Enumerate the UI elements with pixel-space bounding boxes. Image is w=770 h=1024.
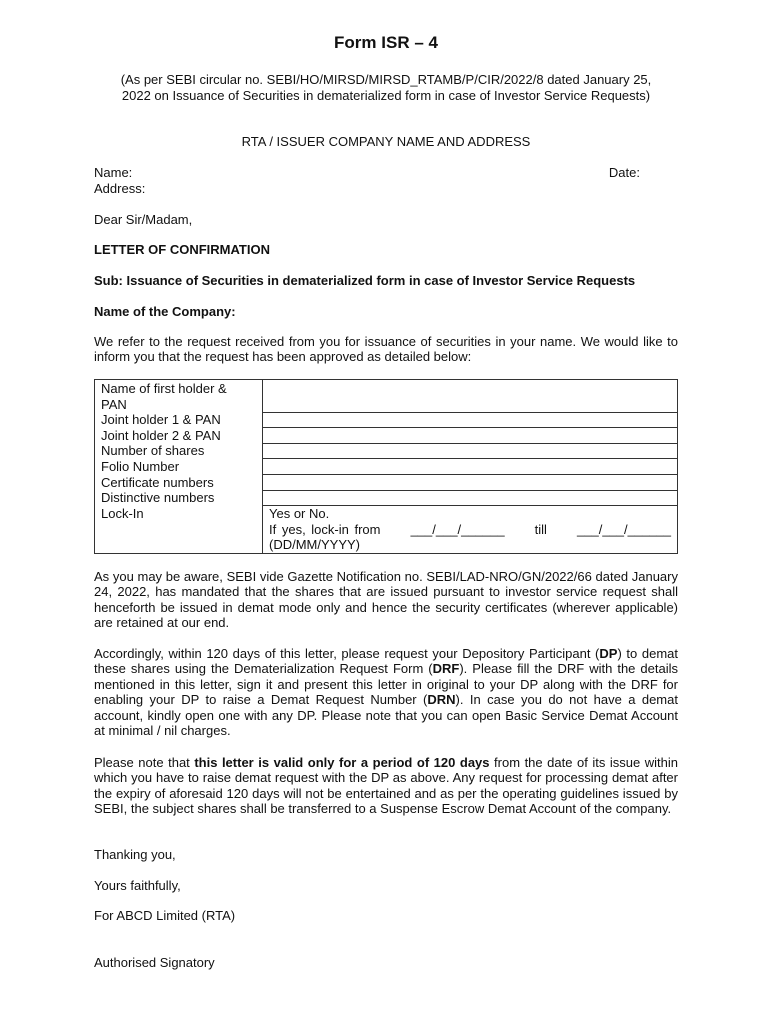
validity-text-2: from the date of its issue within which you have to raise demat request with the DP as above. Any request for processing demat after the expiry of aforesaid 120 days will not be entertained and as per the operating guidelines issued by SEBI, the subject shares shall be transferred to a Suspense Escrow Demat Account of the company. xyxy=(94,755,678,817)
demat-text-2: ) to demat these shares using the Dematerialization Request Form ( xyxy=(94,646,678,677)
drn-abbrev: DRN xyxy=(427,692,456,708)
validity-text-1: Please note that xyxy=(94,755,195,770)
table-row xyxy=(95,443,678,459)
table-value xyxy=(263,428,678,444)
subtitle-line-2: 2022 on Issuance of Securities in dematerialized form in case of Investor Service Requests) xyxy=(121,88,651,103)
table-value xyxy=(263,490,678,506)
name-label: Name: xyxy=(94,165,133,180)
address-label: Address: xyxy=(94,181,146,196)
lockin-from-date[interactable]: ___/___/______ xyxy=(410,521,505,537)
demat-text-3: ). Please fill the DRF with the details mentioned in this letter, sign it and present this letter in original to your DP along with the DRF for enabling your DP to raise a Demat Request Number ( xyxy=(94,661,679,708)
table-row xyxy=(95,412,678,428)
company-name-label: Name of the Company: xyxy=(94,304,236,319)
table-label: Folio Number xyxy=(95,459,263,475)
table-row xyxy=(95,459,678,475)
table-row xyxy=(95,490,678,506)
table-label: Joint holder 1 & PAN xyxy=(95,412,263,428)
form-title: Form ISR – 4 xyxy=(334,33,438,52)
lockin-yes-no: Yes or No. xyxy=(269,506,330,522)
table-label: Distinctive numbers xyxy=(95,490,263,506)
authorised-signatory: Authorised Signatory xyxy=(94,955,215,970)
table-label: Name of first holder & PAN xyxy=(95,380,263,413)
rta-heading: RTA / ISSUER COMPANY NAME AND ADDRESS xyxy=(241,134,531,149)
demat-text-1: Accordingly, within 120 days of this letter, please request your Depository Participant ( xyxy=(94,646,600,661)
demat-instructions-paragraph xyxy=(94,646,678,738)
table-label: Certificate numbers xyxy=(95,475,263,491)
table-label: Number of shares xyxy=(95,443,263,459)
table-row xyxy=(95,475,678,491)
thanking-line: Thanking you, xyxy=(94,847,176,862)
table-row xyxy=(95,506,678,554)
table-value xyxy=(263,459,678,475)
letter-heading: LETTER OF CONFIRMATION xyxy=(94,242,270,257)
lockin-date-format: (DD/MM/YYYY) xyxy=(269,537,360,553)
lockin-value xyxy=(263,506,678,554)
yours-faithfully: Yours faithfully, xyxy=(94,878,181,893)
form-subtitle xyxy=(94,72,678,104)
table-value xyxy=(263,443,678,459)
sebi-notification-paragraph: As you may be aware, SEBI vide Gazette Notification no. SEBI/LAD-NRO/GN/2022/66 dated January 24, 2022, has mandated that the shares that are issued pursuant to investor service request shall henceforth be issued in demat mode only and hence the security certificates (wherever applicable) are retained at our end. xyxy=(94,569,678,631)
lockin-period-row xyxy=(269,522,671,538)
table-value xyxy=(263,380,678,413)
drf-abbrev: DRF xyxy=(432,661,460,677)
table-value xyxy=(263,412,678,428)
table-label: Joint holder 2 & PAN xyxy=(95,428,263,444)
lockin-if-yes: If yes, lock-in from xyxy=(269,521,381,537)
intro-paragraph: We refer to the request received from you for issuance of securities in your name. We would like to inform you that the request has been approved as detailed below: xyxy=(94,334,678,365)
validity-emphasis: this letter is valid only for a period of 120 days xyxy=(194,755,490,770)
subject-line: Sub: Issuance of Securities in dematerialized form in case of Investor Service Requests xyxy=(94,273,636,288)
validity-paragraph xyxy=(94,755,678,817)
dp-abbrev: DP xyxy=(599,646,618,661)
table-label: Lock-In xyxy=(95,506,263,554)
details-table xyxy=(94,379,678,554)
lockin-till-date[interactable]: ___/___/______ xyxy=(577,521,671,537)
lockin-till: till xyxy=(534,521,547,537)
salutation: Dear Sir/Madam, xyxy=(94,212,193,227)
for-company-line: For ABCD Limited (RTA) xyxy=(94,908,236,923)
table-row xyxy=(95,380,678,413)
demat-text-4: ). In case you do not have a demat account, kindly open one with any DP. Please note that you can open Basic Service Demat Account at minimal / nil charges. xyxy=(94,692,678,739)
date-label: Date: xyxy=(608,165,640,180)
subtitle-line-1: (As per SEBI circular no. SEBI/HO/MIRSD/MIRSD_RTAMB/P/CIR/2022/8 dated January 25, xyxy=(120,72,652,87)
table-value xyxy=(263,475,678,491)
table-row xyxy=(95,428,678,444)
